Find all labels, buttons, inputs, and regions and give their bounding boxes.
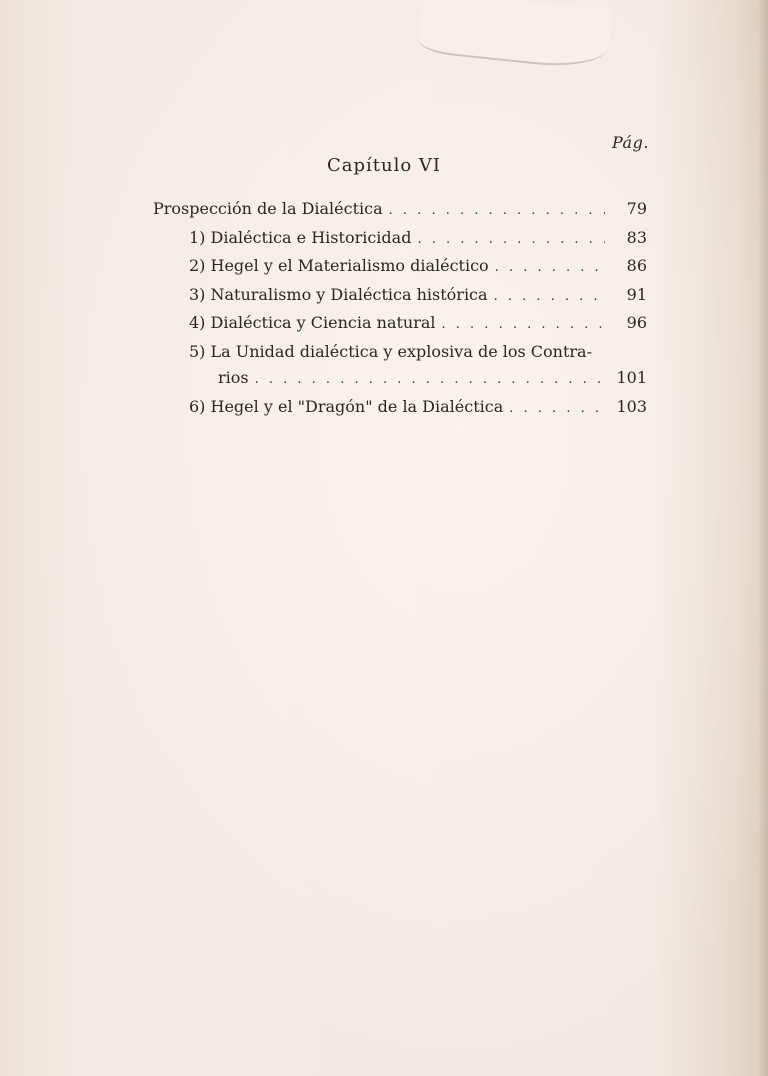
- chapter-word: Capítulo: [326, 155, 413, 176]
- leader-dots: [494, 284, 605, 311]
- table-of-contents: [153, 196, 647, 422]
- torn-corner: [417, 0, 612, 72]
- toc-main-title: Prospección de la Dialéctica: [153, 199, 383, 218]
- toc-entry: [153, 282, 647, 311]
- leader-dots: [495, 255, 605, 282]
- toc-entry-label: 6) Hegel y el "Dragón" de la Dialéctica: [189, 396, 504, 416]
- page-column-label: Pág.: [612, 133, 649, 152]
- leader-dots: [389, 198, 605, 225]
- leader-dots: [509, 396, 605, 423]
- toc-entry-wrapped-line: [153, 339, 647, 366]
- toc-page-number: 101: [616, 368, 647, 387]
- toc-entry: [153, 394, 647, 423]
- leader-dots: [442, 312, 605, 339]
- toc-entry-label: 2) Hegel y el Materialismo dialéctico: [189, 256, 489, 275]
- leader-dots: [255, 367, 605, 394]
- toc-page-number: 96: [626, 313, 647, 332]
- toc-entry-label: 1) Dialéctica e Historicidad: [189, 227, 412, 247]
- toc-entry-label: 5) La Unidad dialéctica y explosiva de los Contra-: [189, 341, 592, 361]
- toc-entry-continuation: [153, 365, 647, 394]
- toc-page-number: 79: [626, 199, 647, 218]
- toc-page-number: 86: [626, 256, 647, 275]
- toc-entry: [153, 225, 647, 254]
- toc-page-number: 83: [626, 227, 647, 247]
- chapter-heading: [0, 155, 768, 176]
- toc-entry-label: 4) Dialéctica y Ciencia natural: [189, 313, 436, 332]
- leader-dots: [417, 227, 605, 254]
- toc-main-entry: [153, 196, 647, 225]
- toc-entry-label: rios: [218, 368, 249, 387]
- toc-page-number: 91: [626, 284, 647, 304]
- chapter-number: VI: [418, 155, 442, 176]
- toc-page-number: 103: [616, 396, 647, 416]
- toc-entry-label: 3) Naturalismo y Dialéctica histórica: [189, 284, 488, 304]
- toc-entry: [153, 253, 647, 282]
- toc-entry: [153, 310, 647, 339]
